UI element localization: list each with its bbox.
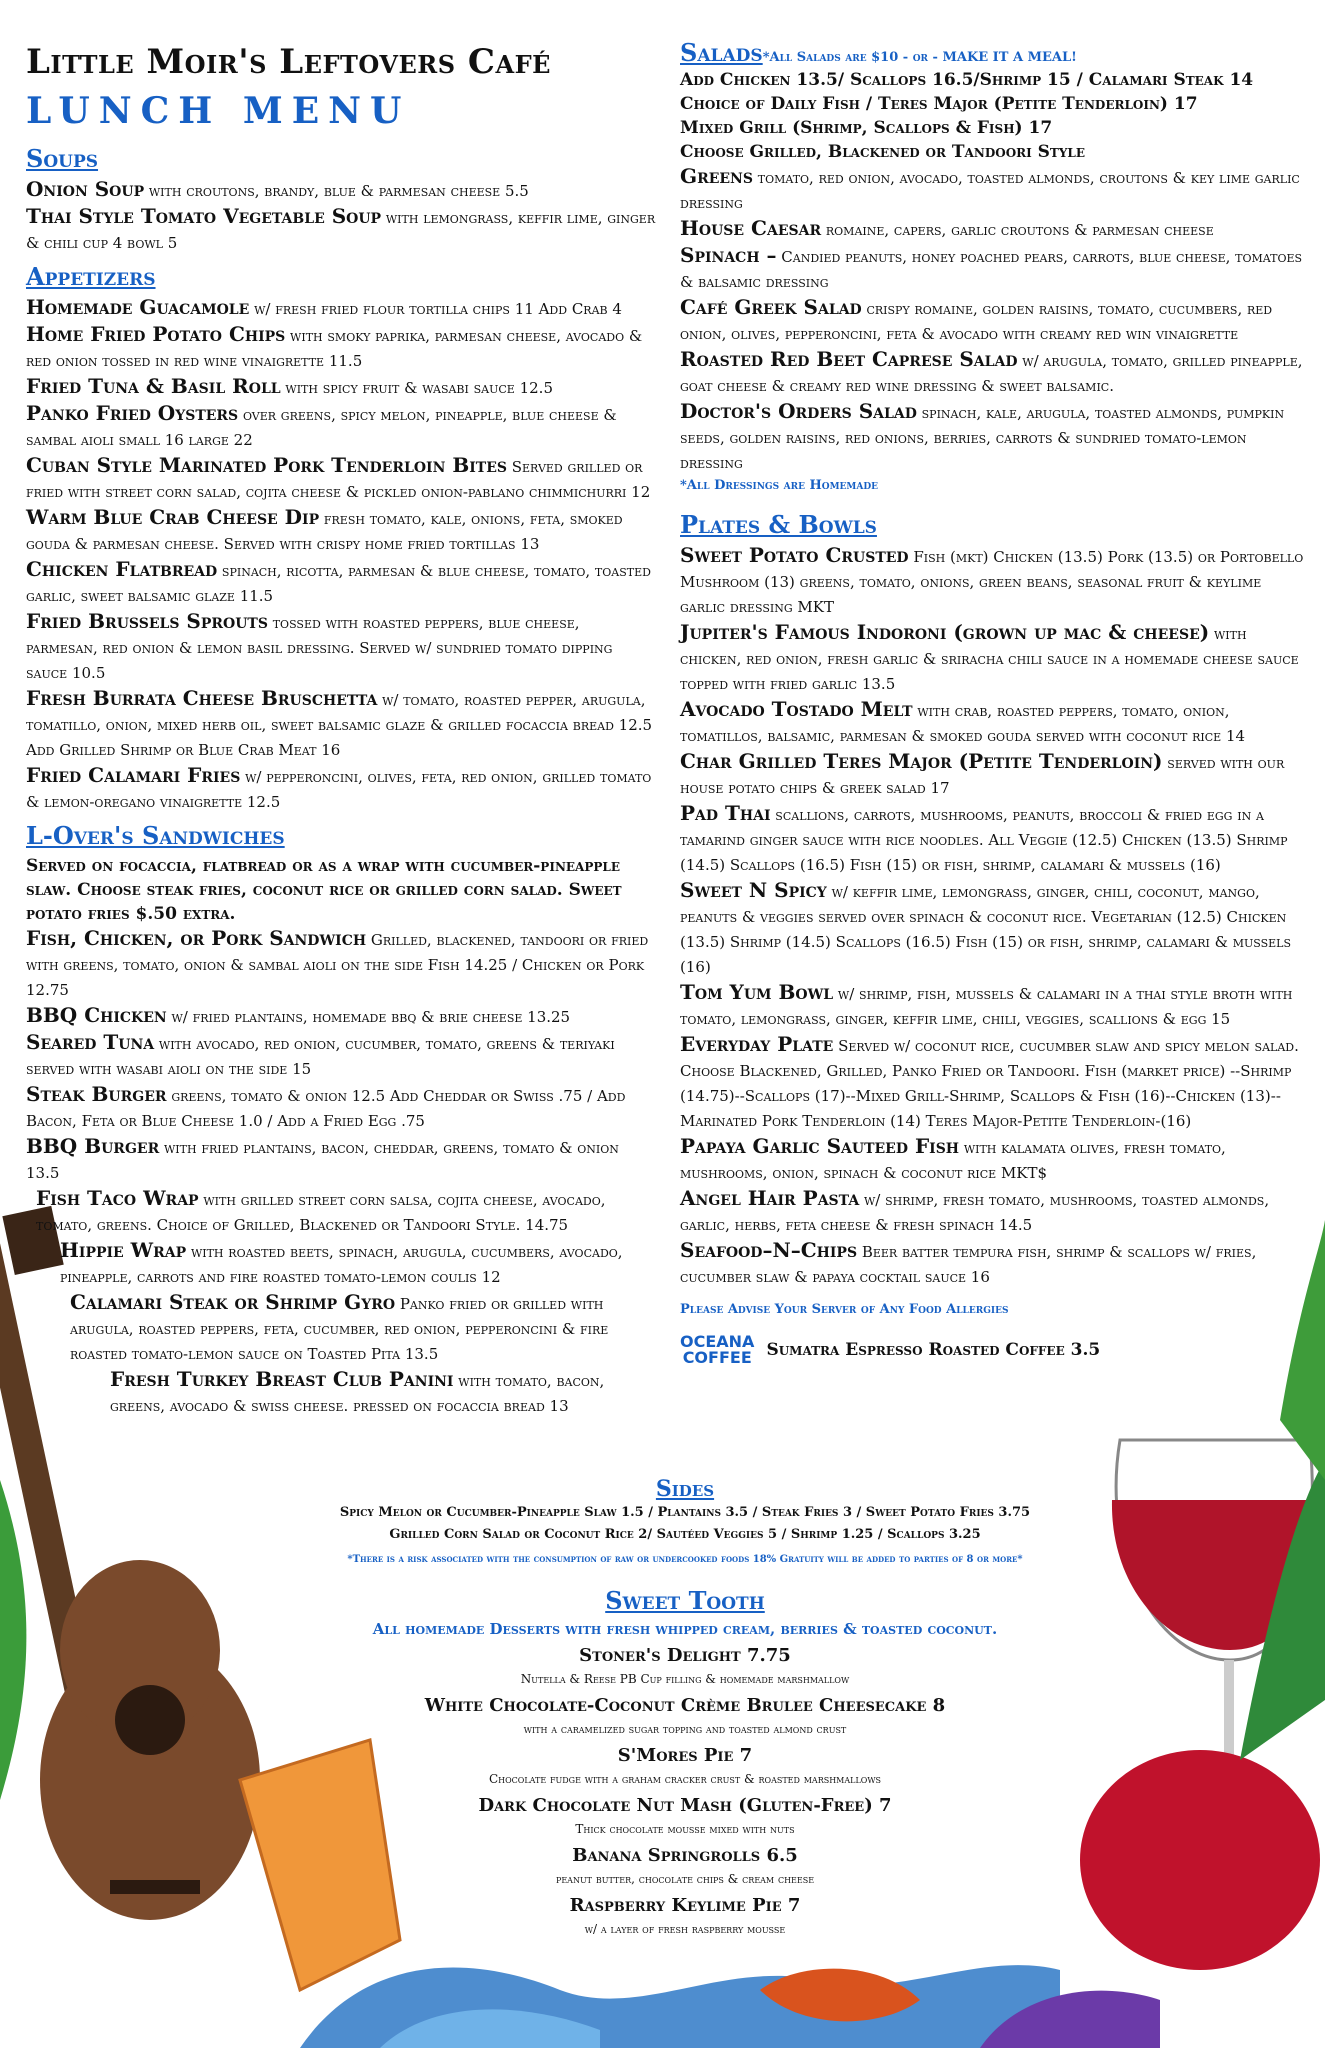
dessert-desc: with a caramelized sugar topping and toasted almond crust bbox=[523, 1722, 847, 1736]
item-desc: fresh tomato, kale, onions, feta, smoked gouda & parmesan cheese. Served with crispy home fried tortillas 13 bbox=[26, 510, 623, 553]
menu-item bbox=[680, 878, 1305, 980]
item-name: Roasted Red Beet Caprese Salad bbox=[680, 347, 1018, 371]
left-column bbox=[26, 138, 656, 1419]
item-name: Chicken Flatbread bbox=[26, 557, 218, 581]
item-desc: w/ shrimp, fish, mussels & calamari in a thai style broth with tomato, lemongrass, ginger, keffir lime, chili, veggies, scallions & egg 15 bbox=[680, 985, 1293, 1028]
menu-item bbox=[680, 1032, 1305, 1134]
menu-item bbox=[26, 374, 656, 401]
item-desc: Candied peanuts, honey poached pears, carrots, blue cheese, tomatoes & balsamic dressing bbox=[680, 248, 1303, 291]
item-name: Papaya Garlic Sauteed Fish bbox=[680, 1134, 960, 1158]
item-desc: tossed with roasted peppers, blue cheese, parmesan, red onion & lemon basil dressing. Served w/ sundried tomato dipping sauce 10.5 bbox=[26, 614, 613, 682]
desserts-heading: Sweet Tooth bbox=[605, 1586, 765, 1615]
coffee-text: Sumatra Espresso Roasted Coffee 3.5 bbox=[766, 1340, 1101, 1360]
item-desc: with lemongrass, keffir lime, ginger & chili cup 4 bowl 5 bbox=[26, 209, 656, 252]
plates-heading: Plates & Bowls bbox=[680, 510, 877, 539]
item-name: Café Greek Salad bbox=[680, 295, 862, 319]
menu-item bbox=[680, 243, 1305, 295]
item-name: Jupiter's Famous Indoroni (grown up mac & cheese) bbox=[680, 620, 1210, 644]
item-name: Char Grilled Teres Major (Petite Tenderloin) bbox=[680, 749, 1163, 773]
menu-item bbox=[26, 401, 656, 453]
menu-item bbox=[680, 1238, 1305, 1290]
menu-item bbox=[680, 749, 1305, 801]
item-name: Seafood–N–Chips bbox=[680, 1238, 858, 1262]
menu-item bbox=[26, 1238, 656, 1290]
dessert-name: Dark Chocolate Nut Mash (Gluten-Free) 7 bbox=[478, 1795, 892, 1816]
item-desc: with tomato, bacon, greens, avocado & swiss cheese. pressed on focaccia bread 13 bbox=[110, 1372, 605, 1415]
oceana-coffee-logo bbox=[680, 1334, 754, 1366]
menu-item bbox=[26, 1030, 656, 1082]
salads-price-note: *All Salads are $10 - or - MAKE IT A MEAL! bbox=[762, 50, 1077, 65]
item-name: Everyday Plate bbox=[680, 1032, 834, 1056]
risk-note: *There is a risk associated with the consumption of raw or undercooked foods 18% Gratuity will be added to parties of 8 or more* bbox=[347, 1554, 1023, 1565]
item-desc: tomato, red onion, avocado, toasted almonds, croutons & key lime garlic dressing bbox=[680, 169, 1300, 212]
dessert-name: Stoner's Delight 7.75 bbox=[579, 1645, 791, 1666]
item-name: Hippie Wrap bbox=[60, 1238, 187, 1262]
item-name: Fresh Turkey Breast Club Panini bbox=[110, 1367, 454, 1391]
item-desc: crispy romaine, golden raisins, tomato, cucumbers, red onion, olives, pepperoncini, feta & avocado with creamy red win vinaigrette bbox=[680, 300, 1273, 343]
menu-item bbox=[26, 1186, 656, 1238]
item-name: Panko Fried Oysters bbox=[26, 401, 239, 425]
salad-addon: Add Chicken 13.5/ Scallops 16.5/Shrimp 15 / Calamari Steak 14 bbox=[680, 70, 1254, 90]
menu-item bbox=[26, 453, 656, 505]
menu-item bbox=[680, 1186, 1305, 1238]
coffee-row bbox=[680, 1334, 1305, 1366]
item-desc: Panko fried or grilled with arugula, roasted peppers, feta, cucumber, red onion, pepperoncini & fire roasted tomato-lemon sauce on Toasted Pita 13.5 bbox=[70, 1295, 609, 1363]
item-name: Thai Style Tomato Vegetable Soup bbox=[26, 204, 382, 228]
salad-addon: Choose Grilled, Blackened or Tandoori Style bbox=[680, 142, 1086, 162]
menu-item bbox=[680, 801, 1305, 878]
right-column bbox=[680, 38, 1305, 1366]
item-desc: Served w/ coconut rice, cucumber slaw and spicy melon salad. Choose Blackened, Grilled, Panko Fried or Tandoori. Fish (market price) --Shrimp (14.75)--Scallops (17)--Mixed Grill-Shrimp, Scallops & Fish (16)--Chicken (13)--Marinated Pork Tenderloin (14) Teres Major-Petite Tenderloin-(16) bbox=[680, 1037, 1299, 1130]
desserts-subtitle: All homemade Desserts with fresh whipped cream, berries & toasted coconut. bbox=[372, 1620, 998, 1638]
item-desc: over greens, spicy melon, pineapple, blue cheese & sambal aioli small 16 large 22 bbox=[26, 406, 617, 449]
item-desc: spinach, ricotta, parmesan & blue cheese, tomato, toasted garlic, sweet balsamic glaze 11.5 bbox=[26, 562, 651, 605]
item-desc: with chicken, red onion, fresh garlic & sriracha chili sauce in a homemade cheese sauce topped with fried garlic 13.5 bbox=[680, 625, 1299, 693]
menu-title: LUNCH MENU bbox=[26, 90, 411, 132]
menu-item bbox=[680, 216, 1305, 243]
item-desc: w/ keffir lime, lemongrass, ginger, chili, coconut, mango, peanuts & veggies served over spinach & coconut rice. Vegetarian (12.5) Chicken (13.5) Shrimp (14.5) Scallops (16.5) Fish (15) or fish, shrimp, calamari & mussels (16) bbox=[680, 883, 1291, 976]
menu-item bbox=[680, 980, 1305, 1032]
item-desc: with fried plantains, bacon, cheddar, greens, tomato & onion 13.5 bbox=[26, 1139, 619, 1182]
cafe-name: Little Moir's Leftovers Café bbox=[26, 42, 551, 82]
item-name: Avocado Tostado Melt bbox=[680, 697, 913, 721]
item-name: Fried Calamari Fries bbox=[26, 763, 241, 787]
item-desc: Fish (mkt) Chicken (13.5) Pork (13.5) or Portobello Mushroom (13) greens, tomato, onions, green beans, seasonal fruit & keylime garlic dressing MKT bbox=[680, 548, 1304, 616]
dessert-desc: peanut butter, chocolate chips & cream cheese bbox=[555, 1872, 815, 1886]
dessert-desc: Thick chocolate mousse mixed with nuts bbox=[575, 1822, 795, 1836]
salad-addon: Mixed Grill (Shrimp, Scallops & Fish) 17 bbox=[680, 118, 1053, 138]
item-desc: w/ tomato, roasted pepper, arugula, tomatillo, onion, mixed herb oil, sweet balsamic glaze & grilled focaccia bread 12.5 Add Grilled Shrimp or Blue Crab Meat 16 bbox=[26, 691, 653, 759]
menu-item bbox=[26, 505, 656, 557]
item-name: House Caesar bbox=[680, 216, 822, 240]
item-name: Home Fried Potato Chips bbox=[26, 322, 286, 346]
menu-item bbox=[26, 1003, 656, 1030]
item-name: Calamari Steak or Shrimp Gyro bbox=[70, 1290, 396, 1314]
item-desc: with smoky paprika, parmesan cheese, avocado & red onion tossed in red wine vinaigrette 11.5 bbox=[26, 327, 643, 370]
item-desc: w/ shrimp, fresh tomato, mushrooms, toasted almonds, garlic, herbs, feta cheese & fresh spinach 14.5 bbox=[680, 1191, 1270, 1234]
dessert-desc: Nutella & Reese PB Cup filling & homemade marshmallow bbox=[520, 1672, 850, 1686]
item-name: Onion Soup bbox=[26, 177, 145, 201]
dessert-name: S'Mores Pie 7 bbox=[617, 1745, 753, 1766]
menu-item bbox=[680, 347, 1305, 399]
menu-item bbox=[26, 557, 656, 609]
item-name: Greens bbox=[680, 164, 753, 188]
item-desc: with crab, roasted peppers, tomato, onion, tomatillos, balsamic, parmesan & smoked gouda served with coconut rice 14 bbox=[680, 702, 1246, 745]
dessert-desc: Chocolate fudge with a graham cracker crust & roasted marshmallows bbox=[488, 1772, 882, 1786]
item-name: Homemade Guacamole bbox=[26, 295, 250, 319]
item-desc: served with our house potato chips & greek salad 17 bbox=[680, 754, 1285, 797]
item-desc: greens, tomato & onion 12.5 Add Cheddar or Swiss .75 / Add Bacon, Feta or Blue Cheese 1.0 / Add a Fried Egg .75 bbox=[26, 1087, 626, 1130]
menu-item bbox=[26, 609, 656, 686]
item-name: Angel Hair Pasta bbox=[680, 1186, 860, 1210]
item-desc: with croutons, brandy, blue & parmesan cheese 5.5 bbox=[144, 182, 529, 200]
sides-heading: Sides bbox=[655, 1476, 715, 1502]
item-desc: with spicy fruit & wasabi sauce 12.5 bbox=[280, 379, 553, 397]
menu-item bbox=[680, 543, 1305, 620]
item-desc: Grilled, blackened, tandoori or fried with greens, tomato, onion & sambal aioli on the side Fish 14.25 / Chicken or Pork 12.75 bbox=[26, 931, 649, 999]
menu-item bbox=[26, 1290, 656, 1367]
desserts-section bbox=[300, 1586, 1070, 1939]
item-desc: with grilled street corn salsa, cojita cheese, avocado, tomato, greens. Choice of Grilled, Blackened or Tandoori Style. 14.75 bbox=[36, 1191, 606, 1234]
item-desc: spinach, kale, arugula, toasted almonds, pumpkin seeds, golden raisins, red onions, berries, carrots & sundried tomato-lemon dressing bbox=[680, 404, 1285, 472]
item-desc: w/ arugula, tomato, grilled pineapple, goat cheese & creamy red wine dressing & sweet balsamic. bbox=[680, 352, 1303, 395]
menu-item bbox=[26, 763, 656, 815]
dessert-name: Raspberry Keylime Pie 7 bbox=[569, 1895, 801, 1916]
item-name: Fried Brussels Sprouts bbox=[26, 609, 268, 633]
logo-line: OCEANA bbox=[680, 1332, 755, 1351]
item-name: Sweet N Spicy bbox=[680, 878, 827, 902]
menu-item bbox=[26, 322, 656, 374]
sandwiches-intro: Served on focaccia, flatbread or as a wrap with cucumber-pineapple slaw. Choose steak fries, coconut rice or grilled corn salad. Sweet potato fries $.50 extra. bbox=[26, 856, 622, 924]
menu-item bbox=[26, 177, 656, 204]
item-desc: w/ fried plantains, homemade bbq & brie cheese 13.25 bbox=[166, 1008, 571, 1026]
item-name: Warm Blue Crab Cheese Dip bbox=[26, 505, 320, 529]
item-name: Sweet Potato Crusted bbox=[680, 543, 909, 567]
dessert-desc: w/ a layer of fresh raspberry mousse bbox=[584, 1922, 786, 1936]
sides-line: Spicy Melon or Cucumber-Pineapple Slaw 1.5 / Plantains 3.5 / Steak Fries 3 / Sweet Potato Fries 3.75 bbox=[339, 1505, 1031, 1520]
item-name: Fish, Chicken, or Pork Sandwich bbox=[26, 926, 367, 950]
sides-section bbox=[300, 1476, 1070, 1565]
soups-heading: Soups bbox=[26, 144, 99, 173]
item-name: Tom Yum Bowl bbox=[680, 980, 834, 1004]
item-name: Cuban Style Marinated Pork Tenderloin Bites bbox=[26, 453, 507, 477]
item-desc: with avocado, red onion, cucumber, tomato, greens & teriyaki served with wasabi aioli on the side 15 bbox=[26, 1035, 615, 1078]
sides-line: Grilled Corn Salad or Coconut Rice 2/ Sautéed Veggies 5 / Shrimp 1.25 / Scallops 3.25 bbox=[389, 1527, 981, 1542]
item-desc: scallions, carrots, mushrooms, peanuts, broccoli & fried egg in a tamarind ginger sauce with rice noodles. All Veggie (12.5) Chicken (13.5) Shrimp (14.5) Scallops (16.5) Fish (15) or fish, shrimp, calamari & mussels (16) bbox=[680, 806, 1288, 874]
salad-addon: Choice of Daily Fish / Teres Major (Petite Tenderloin) 17 bbox=[680, 94, 1198, 114]
menu-item bbox=[680, 620, 1305, 697]
menu-item bbox=[680, 295, 1305, 347]
item-name: BBQ Burger bbox=[26, 1134, 160, 1158]
menu-item bbox=[26, 295, 656, 322]
menu-item bbox=[26, 1082, 656, 1134]
sandwiches-heading: L-Over's Sandwiches bbox=[26, 821, 285, 850]
dessert-name: Banana Springrolls 6.5 bbox=[572, 1845, 798, 1866]
item-name: Steak Burger bbox=[26, 1082, 167, 1106]
menu-item bbox=[680, 164, 1305, 216]
menu-item bbox=[26, 1134, 656, 1186]
menu-item bbox=[680, 1134, 1305, 1186]
menu-item bbox=[26, 1367, 656, 1419]
item-name: Pad Thai bbox=[680, 801, 771, 825]
salads-heading: Salads bbox=[680, 38, 763, 67]
item-name: Doctor's Orders Salad bbox=[680, 399, 917, 423]
item-desc: Served grilled or fried with street corn salad, cojita cheese & pickled onion-pablano chimmichurri 12 bbox=[26, 458, 651, 501]
logo-line: COFFEE bbox=[682, 1348, 752, 1367]
menu-item bbox=[680, 697, 1305, 749]
menu-item bbox=[680, 399, 1305, 476]
allergy-note: Please Advise Your Server of Any Food Allergies bbox=[680, 1302, 1009, 1317]
item-desc: with roasted beets, spinach, arugula, cucumbers, avocado, pineapple, carrots and fire roasted tomato-lemon coulis 12 bbox=[60, 1243, 623, 1286]
item-name: Fried Tuna & Basil Roll bbox=[26, 374, 281, 398]
item-name: Fresh Burrata Cheese Bruschetta bbox=[26, 686, 378, 710]
salads-header bbox=[680, 38, 1305, 68]
item-name: Fish Taco Wrap bbox=[36, 1186, 199, 1210]
menu-item bbox=[26, 204, 656, 256]
item-desc: w/ fresh fried flour tortilla chips 11 Add Crab 4 bbox=[249, 300, 622, 318]
item-name: BBQ Chicken bbox=[26, 1003, 167, 1027]
item-desc: w/ pepperoncini, olives, feta, red onion, grilled tomato & lemon-oregano vinaigrette 12.5 bbox=[26, 768, 652, 811]
dessert-name: White Chocolate-Coconut Crème Brulee Cheesecake 8 bbox=[424, 1695, 946, 1716]
appetizers-heading: Appetizers bbox=[26, 262, 156, 291]
leaf-illustration bbox=[0, 1480, 26, 1800]
item-desc: with kalamata olives, fresh tomato, mushrooms, onion, spinach & coconut rice MKT$ bbox=[680, 1139, 1226, 1182]
item-name: Seared Tuna bbox=[26, 1030, 155, 1054]
item-desc: romaine, capers, garlic croutons & parmesan cheese bbox=[821, 221, 1214, 239]
item-name: Spinach – bbox=[680, 243, 777, 267]
dressings-note: *All Dressings are Homemade bbox=[680, 478, 879, 493]
item-desc: Beer batter tempura fish, shrimp & scallops w/ fries, cucumber slaw & papaya cocktail sauce 16 bbox=[680, 1243, 1257, 1286]
menu-item bbox=[26, 926, 656, 1003]
menu-item bbox=[26, 686, 656, 763]
